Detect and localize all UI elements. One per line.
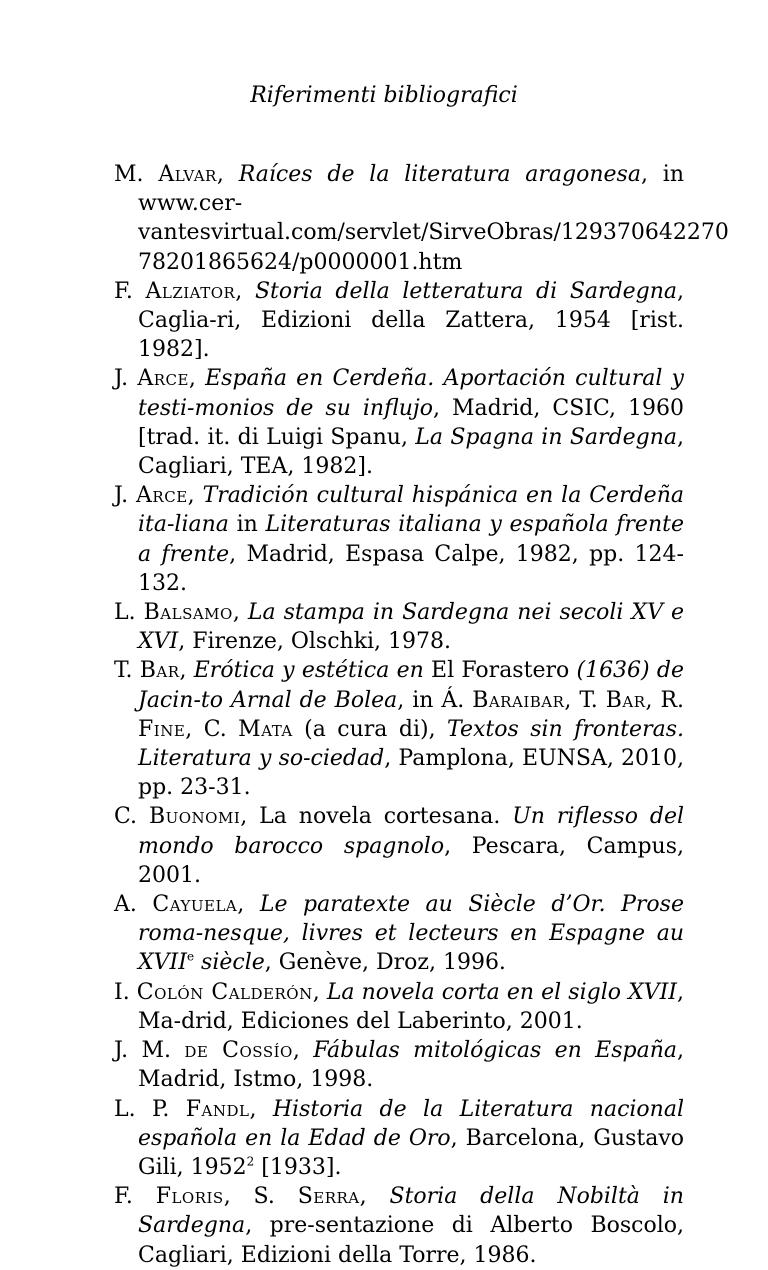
running-head: Riferimenti bibliografici [250,83,518,108]
author-surname: Floris [155,1184,224,1210]
publication-details: , Caglia-ri, Edizioni della Zattera, 1954 [rist. 1982]. [138,278,684,363]
bibliography-entry: T. Bar, Erótica y estética en El Forastero (1636) de Jacin-to Arnal de Bolea, in Á. Baraibar, T. Bar, R. Fine, C. Mata (a cura di), Textos sin fronteras. Literatura y so-ciedad, Pamplona, EUNSA, 2010, pp. 23-31. [114,658,685,801]
editor-surname: Bar [605,687,646,713]
work-title: Storia della letteratura di Sardegna [254,278,677,304]
author-initials: I. [114,979,137,1005]
bibliography-entry: M. Alvar, Raíces de la literatura aragonesa, in www.cer-vantesvirtual.com/servlet/SirveObras/129370642270 78201865624/p0000001.htm [114,162,729,275]
publication-details: , Madrid, CSIC, 1960 [trad. it. di Luigi Spanu, [138,395,685,450]
author-initials: C. [114,804,149,830]
author-surname: Serra [297,1184,360,1210]
publication-details: , Ma-drid, Ediciones del Laberinto, 2001. [138,979,685,1034]
publication-details: , R. [645,687,685,713]
author-initials: T. [114,658,140,684]
publication-details: , Barcelona, Gustavo Gili, 1952 [138,1125,685,1180]
bibliography-entry: L. P. Fandl, Historia de la Literatura nacional española en la Edad de Oro, Barcelona, Gustavo Gili, 1952$^2$ [1933]. [114,1096,685,1180]
publication-details: , Genève, Droz, 1996. [264,950,506,976]
work-title: (1636) de Jacin-to Arnal de Bolea [138,658,684,713]
work-title: La stampa in Sardegna nei secoli XV e XVI [138,600,684,655]
publication-details: , Firenze, Olschki, 1978. [178,629,452,655]
work-title: Historia de la Literatura nacional española en la Edad de Oro [138,1096,684,1151]
editor-surname: Fine [138,716,186,742]
author-initials: L. P. [114,1096,186,1122]
author-surname: Buonomi [148,804,241,830]
work-title: La Spagna in Sardegna [415,424,677,450]
work-title: Fábulas mitológicas en España [313,1038,677,1064]
work-title: Le paratexte au Siècle d’Or. Prose roma-nesque, livres et lecteurs en Espagne au XVII [138,892,684,976]
work-title: Erótica y estética en [193,658,424,684]
author-surname: Cayuela [152,892,238,918]
author-surname: de Cossío [184,1038,293,1064]
work-title: Textos sin fronteras. Literatura y so-ciedad [138,716,684,772]
author-initials: J. [114,366,138,392]
bibliography-list [114,160,729,1270]
bibliography-entry: J. Arce, Tradición cultural hispánica en la Cerdeña ita-liana in Literaturas italiana y española frente a frente, Madrid, Espasa Calpe, 1982, pp. 124-132. [114,483,684,596]
superscript: e [186,950,195,965]
publication-details: , S. [223,1184,298,1210]
publication-details: , Madrid, Istmo, 1998. [138,1038,684,1093]
superscript: 2 [246,1154,255,1169]
publication-details: , in www.cer-vantesvirtual.com/servlet/SirveObras/129370642270 78201865624/p0000001.htm [138,162,729,275]
author-initials: M. [114,162,159,187]
bibliography-entry: I. Colón Calderón, La novela corta en el siglo XVII, Ma-drid, Ediciones del Laberinto, 2001. [114,979,685,1034]
bibliography-entry: A. Cayuela, Le paratexte au Siècle d’Or. Prose roma-nesque, livres et lecteurs en Espagne au XVIIe siècle, Genève, Droz, 1996. [114,892,684,976]
work-title: Un riflesso del mondo barocco spagnolo [138,804,684,859]
publication-details: , T. [564,687,606,713]
bibliography-entry: L. Balsamo, La stampa in Sardegna nei secoli XV e XVI, Firenze, Olschki, 1978. [114,600,684,655]
work-title: La novela corta en el siglo XVII [326,979,678,1005]
publication-details: , C. [185,716,239,742]
work-title: Literaturas italiana y española frente a frente [138,512,684,567]
publication-details: El Forastero [423,658,577,684]
publication-details: , pre-sentazione di Alberto Boscolo, Cagliari, Edizioni della Torre, 1986. [138,1213,684,1268]
work-title: Raíces de la literatura aragonesa [238,162,641,187]
author-initials: A. [114,892,153,918]
publication-details: [1933]. [254,1154,342,1180]
bibliography-entry: J. M. de Cossío, Fábulas mitológicas en España, Madrid, Istmo, 1998. [114,1038,684,1093]
publication-details: (a cura di), [292,716,447,742]
publication-details: , Cagliari, TEA, 1982]. [138,424,684,480]
publication-details: , Pamplona, EUNSA, 2010, pp. 23-31. [138,746,684,801]
work-title: España en Cerdeña. Aportación cultural y testi-monios de su influjo [138,366,684,421]
work-title: Storia della Nobiltà in Sardegna [138,1184,684,1239]
author-surname: Alziator [145,278,236,304]
publication-details: , Madrid, Espasa Calpe, 1982, pp. 124-132. [138,541,684,596]
editor-surname: Mata [238,716,293,742]
author-surname: Balsamo [143,600,233,626]
author-initials: J. M. [114,1038,185,1064]
author-surname: Fandl [185,1096,250,1122]
author-initials: L. [114,600,144,626]
publication-details: , La novela cortesana. [240,804,513,830]
work-title: Tradición cultural hispánica en la Cerdeña ita-liana [138,483,684,538]
editor-surname: Baraibar [472,687,565,713]
bibliography-entry: J. Arce, España en Cerdeña. Aportación cultural y testi-monios de su influjo, Madrid, CSIC, 1960 [trad. it. di Luigi Spanu, La Spagna in Sardegna, Cagliari, TEA, 1982]. [114,366,685,480]
work-title: siècle [194,950,265,976]
bibliography-entry [114,802,684,890]
author-surname: Arce [137,366,189,392]
publication-details: , in Á. [397,687,473,713]
author-surname: Bar [139,658,180,684]
bibliography-entry: F. Alziator, Storia della letteratura di Sardegna, Caglia-ri, Edizioni della Zattera, 1954 [rist. 1982]. [114,278,684,363]
publication-details: in [228,512,266,538]
bibliography-entry: F. Floris, S. Serra, Storia della Nobiltà in Sardegna, pre-sentazione di Alberto Boscolo, Cagliari, Edizioni della Torre, 1986. [114,1184,684,1268]
author-surname: Alvar [158,162,217,187]
author-surname: Arce [136,483,188,509]
author-initials: J. [114,483,137,509]
author-surname: Colón Calderón [136,979,313,1005]
publication-details: , Pescara, Campus, 2001. [138,833,684,888]
author-initials: F. [114,1184,156,1210]
author-initials: F. [114,278,146,304]
